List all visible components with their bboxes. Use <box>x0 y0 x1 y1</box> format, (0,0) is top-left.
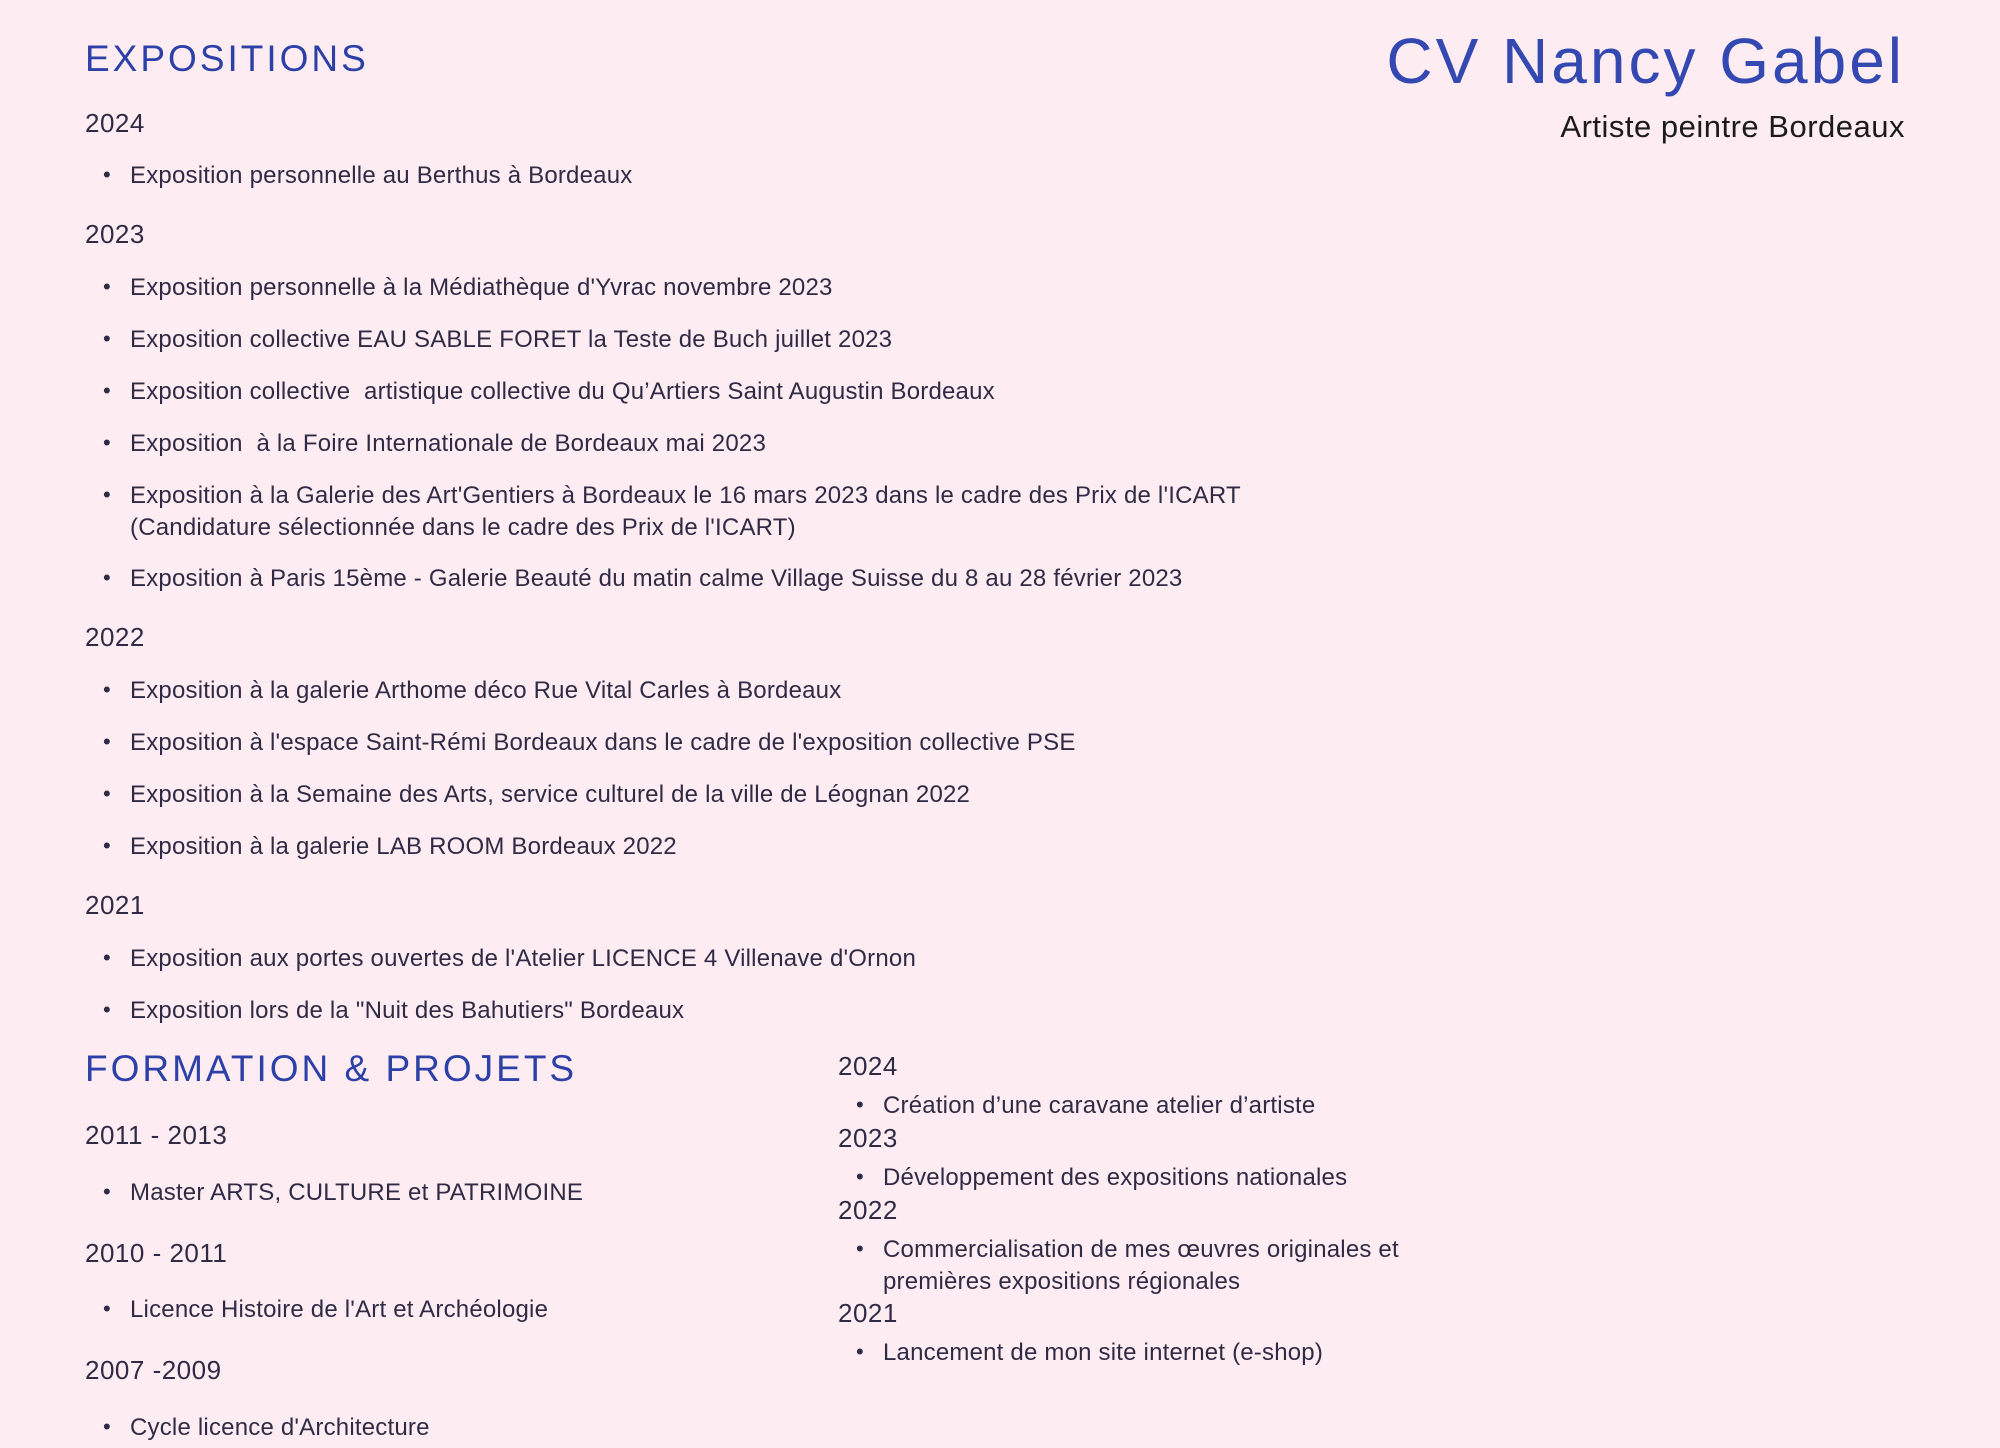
exposition-item: • Exposition à la Semaine des Arts, service culturel de la ville de Léognan 2022 <box>130 779 1405 811</box>
exposition-year-group-2021 <box>85 889 1405 1027</box>
projet-item: • Création d’une caravane atelier d’artiste <box>883 1090 1453 1122</box>
formation-item: • Licence Histoire de l'Art et Archéologie <box>130 1294 838 1326</box>
projet-year-group <box>838 1297 1905 1369</box>
projet-item: • Commercialisation de mes œuvres originales et premières expositions régionales <box>883 1234 1453 1298</box>
year-label: 2023 <box>838 1123 898 1154</box>
projet-item: • Développement des expositions nationales <box>883 1162 1453 1194</box>
projet-list <box>838 1234 1905 1298</box>
expositions-section <box>85 38 1405 1026</box>
formation-list <box>85 1294 838 1326</box>
formation-item: • Master ARTS, CULTURE et PATRIMOINE <box>130 1177 838 1209</box>
exposition-item: • Exposition à la Galerie des Art'Gentiers à Bordeaux le 16 mars 2023 dans le cadre des Prix de l'ICART (Candidature sélectionnée dans le cadre des Prix de l'ICART) <box>130 480 1250 544</box>
year-label: 2023 <box>85 219 145 250</box>
bottom-section <box>85 1048 1905 1444</box>
exposition-item: • Exposition aux portes ouvertes de l'Atelier LICENCE 4 Villenave d'Ornon <box>130 943 1405 975</box>
year-label: 2022 <box>85 622 145 653</box>
formation-year-group <box>85 1119 838 1209</box>
page-title: CV Nancy Gabel <box>1386 25 1905 97</box>
year-label: 2011 - 2013 <box>85 1119 228 1150</box>
exposition-item: • Exposition à la Foire Internationale de Bordeaux mai 2023 <box>130 428 1405 460</box>
exposition-item: • Exposition à la galerie Arthome déco Rue Vital Carles à Bordeaux <box>130 675 1405 707</box>
exposition-item: • Exposition lors de la "Nuit des Bahutiers" Bordeaux <box>130 995 1405 1027</box>
projet-list <box>838 1162 1905 1194</box>
page-subtitle: Artiste peintre Bordeaux <box>1560 109 1905 145</box>
year-label: 2010 - 2011 <box>85 1237 228 1268</box>
exposition-item: • Exposition à Paris 15ème - Galerie Beauté du matin calme Village Suisse du 8 au 28 février 2023 <box>130 563 1405 595</box>
formation-year-group <box>85 1237 838 1327</box>
exposition-item: • Exposition collective artistique collective du Qu’Artiers Saint Augustin Bordeaux <box>130 376 1405 408</box>
formation-list <box>85 1412 838 1444</box>
formation-list <box>85 1177 838 1209</box>
projet-year-group <box>838 1122 1905 1194</box>
formation-item: • Cycle licence d'Architecture <box>130 1412 838 1444</box>
exposition-list <box>85 675 1405 863</box>
year-label: 2021 <box>85 889 145 920</box>
exposition-item: • Exposition collective EAU SABLE FORET la Teste de Buch juillet 2023 <box>130 324 1405 356</box>
projet-year-group <box>838 1050 1905 1122</box>
formation-section <box>85 1048 838 1444</box>
exposition-year-group-2023 <box>85 218 1405 595</box>
projet-year-group <box>838 1194 1905 1298</box>
year-label: 2022 <box>838 1194 898 1225</box>
formation-heading: FORMATION & PROJETS <box>85 1048 578 1090</box>
projet-list <box>838 1337 1905 1369</box>
projet-item: • Lancement de mon site internet (e-shop) <box>883 1337 1453 1369</box>
exposition-item: • Exposition à la galerie LAB ROOM Bordeaux 2022 <box>130 831 1405 863</box>
exposition-item: • Exposition à l'espace Saint-Rémi Bordeaux dans le cadre de l'exposition collective PSE <box>130 727 1405 759</box>
exposition-item: • Exposition personnelle à la Médiathèque d'Yvrac novembre 2023 <box>130 272 1405 304</box>
header-identity <box>1386 25 1905 145</box>
projets-section <box>838 1048 1905 1444</box>
projet-list <box>838 1090 1905 1122</box>
exposition-list <box>85 160 1405 192</box>
year-label: 2021 <box>838 1298 898 1329</box>
year-label: 2024 <box>85 107 145 138</box>
exposition-list <box>85 272 1405 595</box>
exposition-item: • Exposition personnelle au Berthus à Bordeaux <box>130 160 1405 192</box>
year-label: 2024 <box>838 1051 898 1082</box>
exposition-list <box>85 943 1405 1027</box>
formation-year-group <box>85 1354 838 1444</box>
exposition-year-group-2022 <box>85 621 1405 862</box>
exposition-year-group-2024 <box>85 107 1405 193</box>
year-label: 2007 -2009 <box>85 1355 222 1386</box>
expositions-heading: EXPOSITIONS <box>85 38 369 79</box>
